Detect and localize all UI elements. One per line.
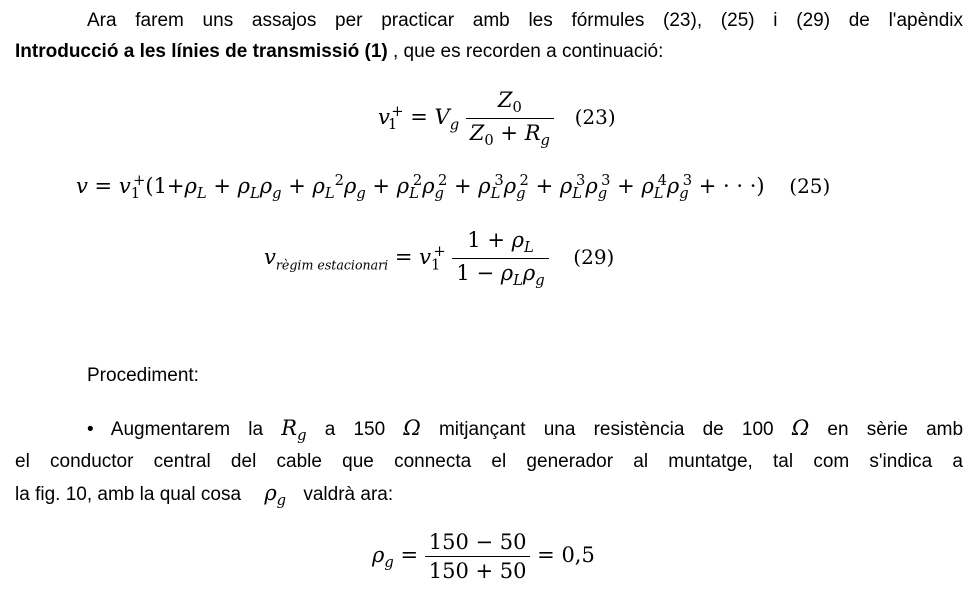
- bullet-marker: •: [87, 419, 94, 440]
- equation-rho-g: $\rho_g$ = $\frac{150 - 50}{150 + 50}$ = 0,5: [372, 530, 595, 583]
- rho-numerator: 150 − 50: [428, 530, 527, 554]
- intro-line-2: Introducció a les línies de transmissió (1) , que es recorden a continuació:: [15, 41, 664, 62]
- rho-denominator: 150 + 50: [425, 556, 531, 583]
- bullet-line-1: • Augmentarem la $R_g$ a 150 Ω mitjançant una resistència de 100 Ω en sèrie amb: [87, 416, 964, 445]
- rho-result: = 0,5: [537, 543, 595, 567]
- bullet-line-2: el conductor central del cable que connecta el generador al muntatge, tal com s'indica a: [15, 451, 963, 472]
- equation-29-subscript: règim estacionari: [275, 257, 389, 273]
- equation-23: $v_1^+ = V_g$ $\frac{Z_0}{Z_0 + R_g}$ (23): [378, 88, 616, 150]
- section-heading: Procediment:: [87, 365, 199, 386]
- equation-25-label: (25): [789, 174, 831, 198]
- appendix-title: Introducció a les línies de transmissió (1): [15, 41, 388, 62]
- equation-25: $v = v_1^+(1+\rho_L + \rho_L\rho_g + \rho_L^2\rho_g + \rho_L^2\rho_g^2 + \rho_L^3\rho_g^2 + \rho_L^3\rho_g^3 + \rho_L^4\rho_g^3$ + · · ·) (25): [76, 172, 831, 203]
- equation-29-label: (29): [573, 245, 615, 270]
- intro-line-1: Ara farem uns assajos per practicar amb les fórmules (23), (25) i (29) de l'apèndix: [87, 10, 963, 31]
- equation-29: $v_{règim estacionari} = v_1^+$ $\frac{1 + \rho_L}{1 - \rho_L\rho_g}$ (29): [264, 228, 615, 290]
- bullet-line-3: la fig. 10, amb la qual cosa $\rho_g$ valdrà ara:: [15, 481, 394, 510]
- equation-23-label: (23): [574, 105, 616, 130]
